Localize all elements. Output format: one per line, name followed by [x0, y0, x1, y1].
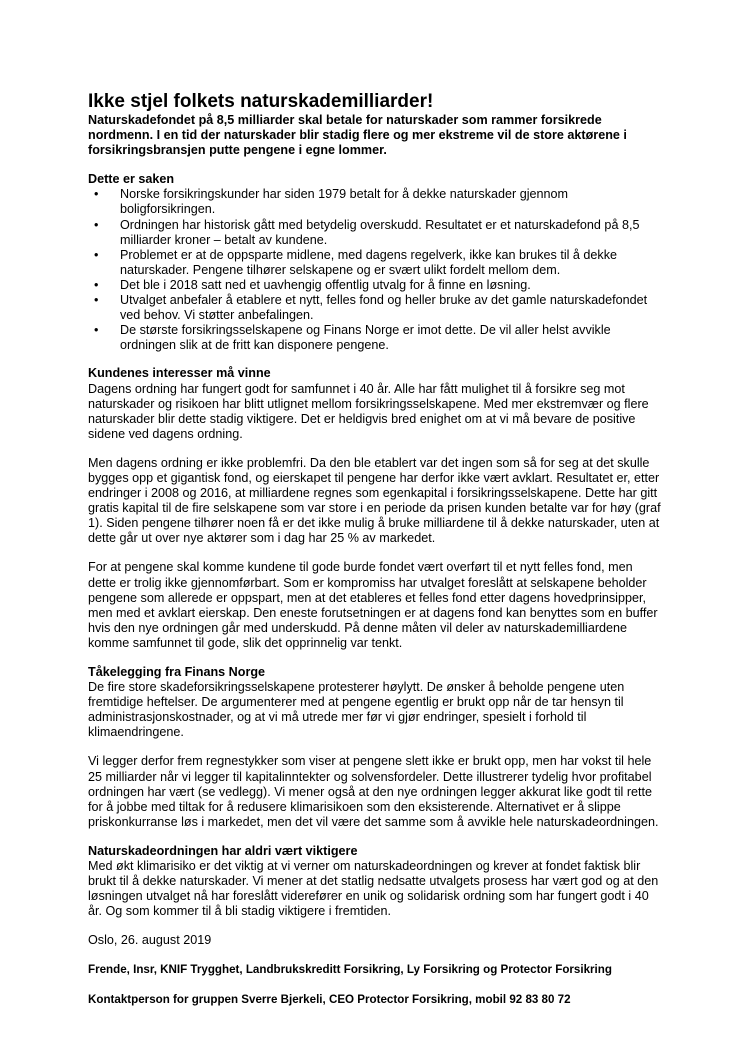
- body-paragraph: Men dagens ordning er ikke problemfri. Da den ble etablert var det ingen som så for seg at det skulle bygges opp et gigantisk fond, og eierskapet til pengene har derfor ikke vært avklart. Resultatet er, etter endringer i 2008 og 2016, at milliardene regnes som egenkapital i forsikringsselskapene. Dette har gitt gratis kapital til de fire selskapene som var store i en periode da prisen kunden betalte var for høy (graf 1). Siden pengene tilhører noen få er det ikke mulig å bruke milliardene til å dekke naturskader, uten at dette går ut over nye aktører som i dag har 25 % av markedet.: [88, 455, 661, 546]
- list-item-text: Ordningen har historisk gått med betydelig overskudd. Resultatet er et naturskadefond på 8,5 milliarder kroner – betalt av kundene.: [120, 217, 640, 247]
- bullet-icon: •: [94, 217, 99, 232]
- bullet-icon: •: [94, 187, 99, 202]
- body-paragraph: Vi legger derfor frem regnestykker som viser at pengene slett ikke er brukt opp, men har vokst til hele 25 milliarder når vi legger til kapitalinntekter og solvensfordeler. Dette illustrerer tydelig hvor profitabel ordningen har vært (se vedlegg). Vi mener også at den nye ordningen legger akkurat like godt til rette for å jobbe med tiltak for å redusere klimarisikoen som den eksisterende. Alternativet er å slippe priskonkurranse løs i markedet, men det vil være det samme som å avvikle hele naturskadeordningen.: [88, 754, 659, 829]
- section-heading: Dette er saken: [88, 172, 175, 187]
- body-paragraph: De fire store skadeforsikringsselskapene protesterer høylytt. De ønsker å beholde pengene uten fremtidige heftelser. De argumenterer med at pengene egentlig er brukt opp når de tar hensyn til administrasjonskostnader, og at vi må utrede mer før vi gjør endringer, spesielt i forhold til klimaendringene.: [88, 680, 625, 740]
- section-heading: Kundenes interesser må vinne: [88, 366, 271, 381]
- list-item: [94, 323, 663, 353]
- body-paragraph: For at pengene skal komme kundene til gode burde fondet vært overført til et nytt felles fond, men dette er trolig ikke gjennomførbart. Som er kompromiss har utvalget foreslått at selskapene beholder pengene som allerede er oppspart, men at det etableres et felles fond etter dagens hovedprinsipper, men med et avklart eierskap. Den eneste forutsetningen er at dagens fond kan benyttes som en buffer hvis den nye ordningen går med underskudd. På denne måten vil deler av naturskademilliardene komme samfunnet til gode, slik det opprinnelig var tenkt.: [88, 560, 658, 650]
- list-item: [94, 187, 663, 217]
- bullet-icon: •: [94, 323, 99, 338]
- section-kundenes-interesser: [88, 366, 663, 651]
- document-title: Ikke stjel folkets naturskademilliarder!: [88, 91, 434, 112]
- list-item: [94, 247, 663, 278]
- section-heading: Naturskadeordningen har aldri vært viktigere: [88, 843, 358, 858]
- document-page: [88, 91, 663, 1007]
- section-heading: Tåkelegging fra Finans Norge: [88, 665, 266, 679]
- contact-line: Kontaktperson for gruppen Sverre Bjerkeli, CEO Protector Forsikring, mobil 92 83 80 72: [88, 992, 571, 1006]
- section-naturskadeordningen: [88, 844, 663, 919]
- list-item-text: Problemet er at de oppsparte midlene, med dagens regelverk, ikke kan brukes til å dekke naturskader. Pengene tilhører selskapene og er svært ulikt fordelt mellom dem.: [120, 247, 618, 277]
- list-item-text: Det ble i 2018 satt ned et uavhengig offentlig utvalg for å finne en løsning.: [120, 277, 531, 292]
- signers-line: Frende, Insr, KNIF Trygghet, Landbrukskreditt Forsikring, Ly Forsikring og Protector Forsikring: [88, 962, 612, 976]
- body-paragraph: Dagens ordning har fungert godt for samfunnet i 40 år. Alle har fått mulighet til å forsikre seg mot naturskader og risikoen har blitt utlignet mellom forsikringsselskapene. Med mer ekstremvær og flere naturskader blir dette stadig viktigere. Det er heldigvis bred enighet om at vi må bevare de positive sidene ved dagens ordning.: [88, 381, 649, 441]
- body-paragraph: Med økt klimarisiko er det viktig at vi verner om naturskadeordningen og krever at fondet faktisk blir brukt til å dekke naturskader. Vi mener at det statlig nedsatte utvalgets prosess har vært god og at den løsningen utvalget nå har foreslått viderefører en unik og solidarisk ordning som har fungert godt i 40 år. Og som kommer til å bli stadig viktigere i fremtiden.: [88, 859, 659, 919]
- date-line: Oslo, 26. august 2019: [88, 933, 212, 948]
- section-takelegging: [88, 665, 663, 830]
- bullet-list: [88, 187, 663, 353]
- bullet-icon: •: [94, 293, 99, 308]
- section-dette-er-saken: [88, 172, 663, 353]
- bullet-icon: •: [94, 247, 99, 262]
- list-item: [94, 293, 663, 323]
- list-item: [94, 217, 663, 248]
- list-item-text: Norske forsikringskunder har siden 1979 betalt for å dekke naturskader gjennom boligforsikringen.: [120, 187, 569, 217]
- list-item-text: Utvalget anbefaler å etablere et nytt, felles fond og heller bruke av det gamle naturskadefondet ved behov. Vi støtter anbefalingen.: [120, 293, 648, 323]
- bullet-icon: •: [94, 277, 99, 292]
- list-item: [94, 277, 663, 293]
- list-item-text: De største forsikringsselskapene og Finans Norge er imot dette. De vil aller helst avvikle ordningen slik at de fritt kan disponere pengene.: [120, 323, 611, 353]
- lead-paragraph: Naturskadefondet på 8,5 milliarder skal betale for naturskader som rammer forsikrede nordmenn. I en tid der naturskader blir stadig flere og mer ekstreme vil de store aktørene i forsikringsbransjen putte pengene i egne lommer.: [88, 113, 627, 158]
